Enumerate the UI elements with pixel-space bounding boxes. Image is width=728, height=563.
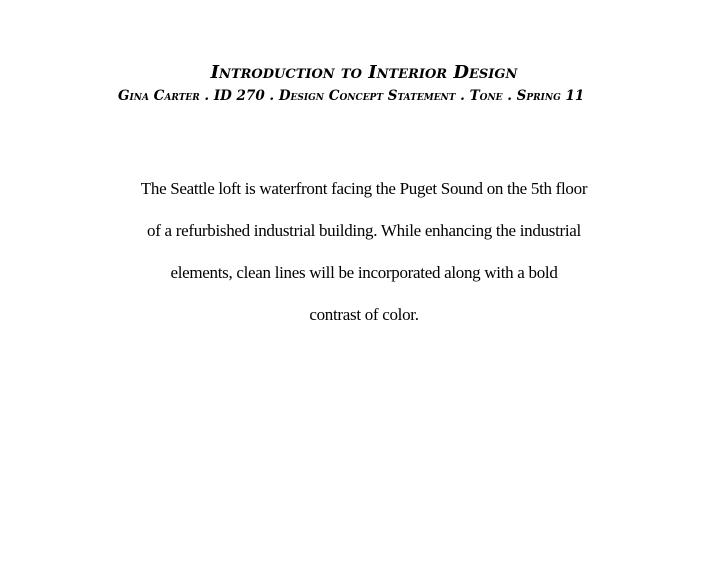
statement-line: elements, clean lines will be incorporated along with a bold bbox=[170, 263, 558, 282]
statement-line: The Seattle loft is waterfront facing the Puget Sound on the 5th floor bbox=[140, 179, 588, 198]
document-subtitle: Gina Carter . ID 270 . Design Concept Statement . Tone . Spring 11 bbox=[118, 88, 585, 104]
statement-line: of a refurbished industrial building. While enhancing the industrial bbox=[147, 221, 581, 240]
concept-statement bbox=[110, 168, 618, 336]
document-title: Introduction to Interior Design bbox=[210, 62, 518, 83]
statement-line: contrast of color. bbox=[309, 305, 419, 324]
